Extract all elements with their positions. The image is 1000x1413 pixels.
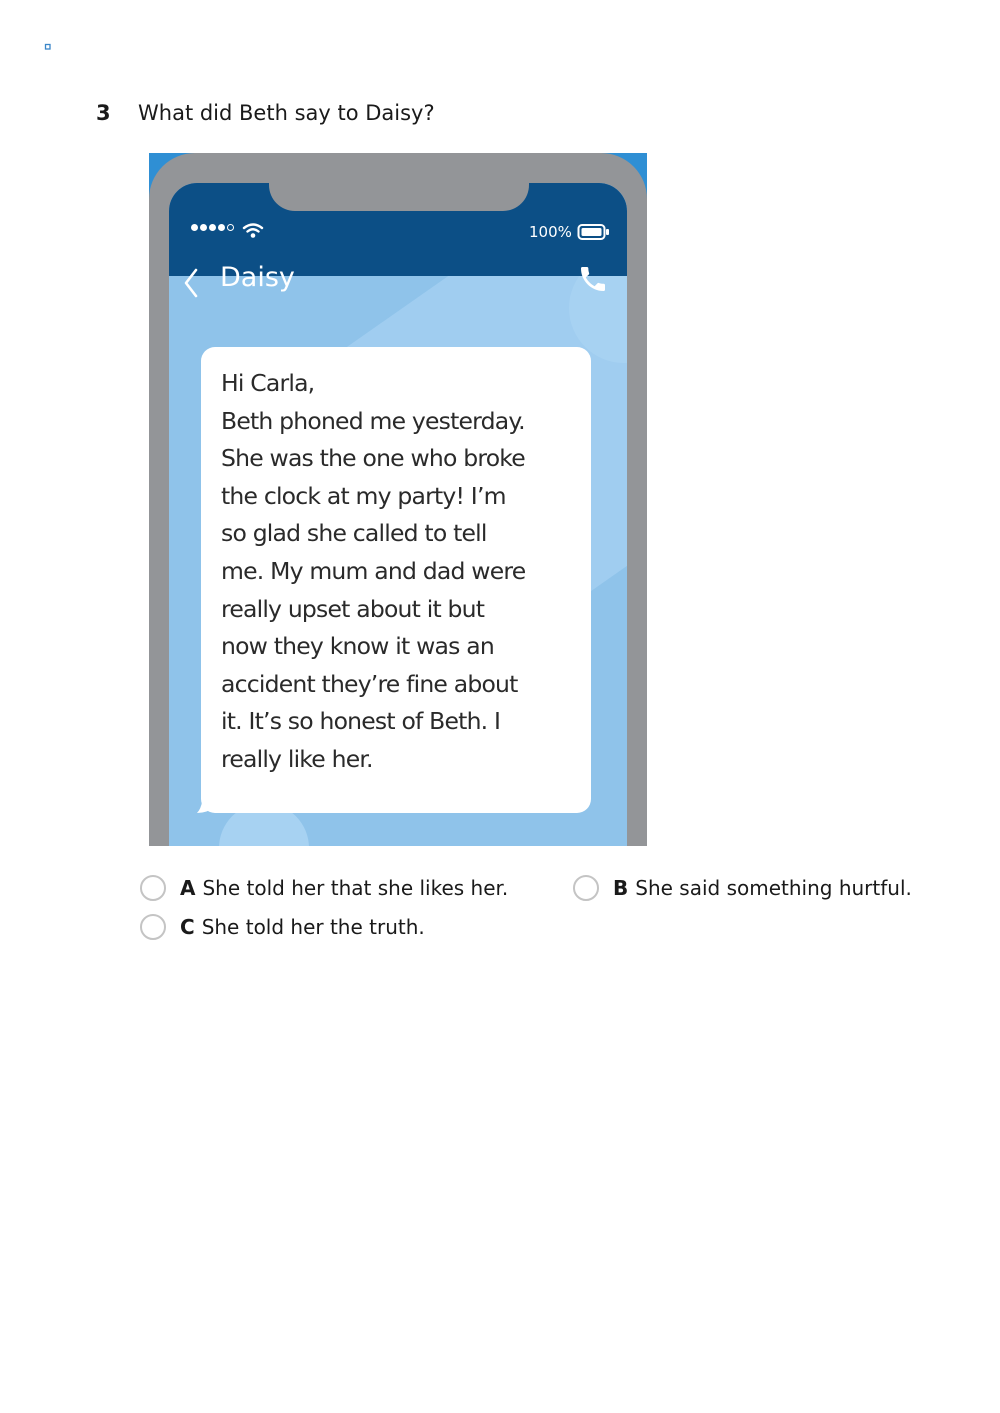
option-letter: C	[180, 915, 195, 939]
message-line: so glad she called to tell	[221, 519, 487, 548]
contact-name: Daisy	[220, 262, 295, 293]
bubble-tail	[193, 777, 223, 817]
message-line: Hi Carla,	[221, 369, 315, 397]
message-line: me. My mum and dad were	[221, 556, 526, 585]
message-line: really like her.	[221, 744, 373, 773]
question-text: What did Beth say to Daisy?	[138, 101, 435, 125]
option-letter: A	[180, 876, 196, 900]
option-letter: B	[613, 876, 629, 900]
back-chevron-icon[interactable]	[181, 267, 201, 299]
message-line: it. It’s so honest of Beth. I	[221, 707, 501, 736]
option-text: She said something hurtful.	[635, 876, 912, 900]
question-number: 3	[96, 101, 111, 125]
option-text: She told her that she likes her.	[202, 876, 509, 900]
phone-illustration	[149, 153, 647, 846]
phone-call-icon[interactable]	[577, 263, 609, 295]
message-line: She was the one who broke	[221, 444, 525, 473]
radio-button[interactable]	[140, 875, 166, 901]
message-line: the clock at my party! I’m	[221, 481, 506, 510]
wifi-icon	[242, 222, 264, 239]
message-line: really upset about it but	[221, 594, 485, 623]
radio-button[interactable]	[140, 914, 166, 940]
message-line: Beth phoned me yesterday.	[221, 406, 525, 435]
option-b[interactable]	[573, 875, 912, 901]
message-line: accident they’re fine about	[221, 669, 518, 698]
option-text: She told her the truth.	[201, 915, 425, 939]
battery-icon	[577, 223, 611, 241]
signal-icon	[191, 224, 234, 231]
phone-notch	[269, 183, 529, 211]
option-a[interactable]	[140, 875, 508, 901]
option-c[interactable]	[140, 914, 425, 940]
battery-percentage: 100%	[529, 223, 572, 241]
radio-button[interactable]	[573, 875, 599, 901]
message-text	[221, 365, 581, 779]
message-line: now they know it was an	[221, 632, 494, 661]
